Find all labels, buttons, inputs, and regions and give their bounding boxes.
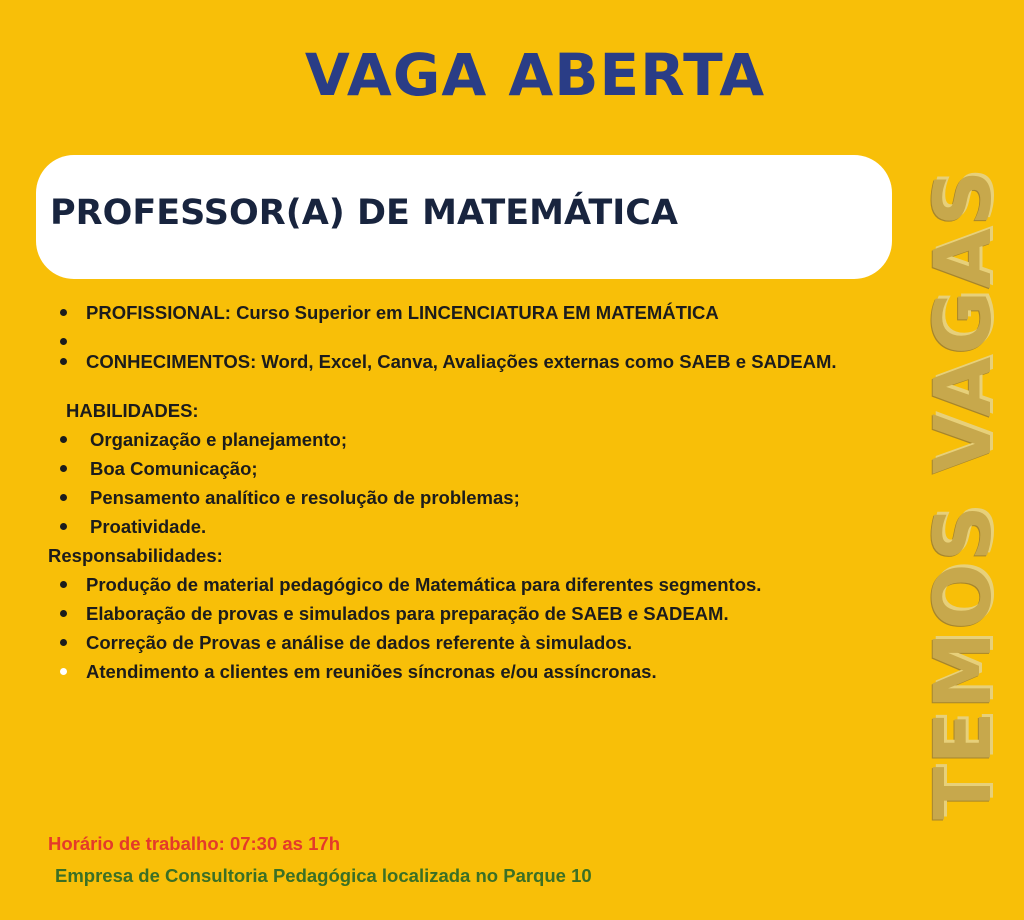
spacer (48, 376, 878, 396)
requirement-text: Curso Superior em LINCENCIATURA EM MATEMÁTICA (236, 302, 719, 323)
list-item: Boa Comunicação; (48, 454, 878, 483)
list-item: Elaboração de provas e simulados para preparação de SAEB e SADEAM. (48, 599, 878, 628)
requirement-text: Word, Excel, Canva, Avaliações externas como SAEB e SADEAM. (261, 351, 837, 372)
responsabilidades-heading: Responsabilidades: (48, 545, 223, 566)
company-location: Empresa de Consultoria Pedagógica localizada no Parque 10 (55, 865, 592, 886)
requirement-label: PROFISSIONAL: (86, 302, 231, 323)
habilidades-list (48, 425, 878, 541)
list-item: Correção de Provas e análise de dados referente à simulados. (48, 628, 878, 657)
list-item: Atendimento a clientes em reuniões síncronas e/ou assíncronas. (48, 657, 878, 686)
list-item (48, 298, 878, 327)
list-item: Pensamento analítico e resolução de problemas; (48, 483, 878, 512)
side-banner-text: TEMOS VAGAS (919, 168, 1009, 820)
requirements-list (48, 298, 878, 376)
list-item (48, 347, 878, 376)
habilidades-heading: HABILIDADES: (66, 400, 199, 421)
responsabilidades-list (48, 570, 878, 686)
spacer (48, 327, 878, 347)
list-item: Organização e planejamento; (48, 425, 878, 454)
job-title-card (36, 155, 892, 279)
list-item: Produção de material pedagógico de Matemática para diferentes segmentos. (48, 570, 878, 599)
work-schedule: Horário de trabalho: 07:30 as 17h (48, 833, 340, 854)
job-title: PROFESSOR(A) DE MATEMÁTICA (50, 193, 678, 233)
requirement-label: CONHECIMENTOS: (86, 351, 257, 372)
list-item: Proatividade. (48, 512, 878, 541)
job-details (48, 298, 878, 686)
page-title: VAGA ABERTA (304, 41, 766, 109)
